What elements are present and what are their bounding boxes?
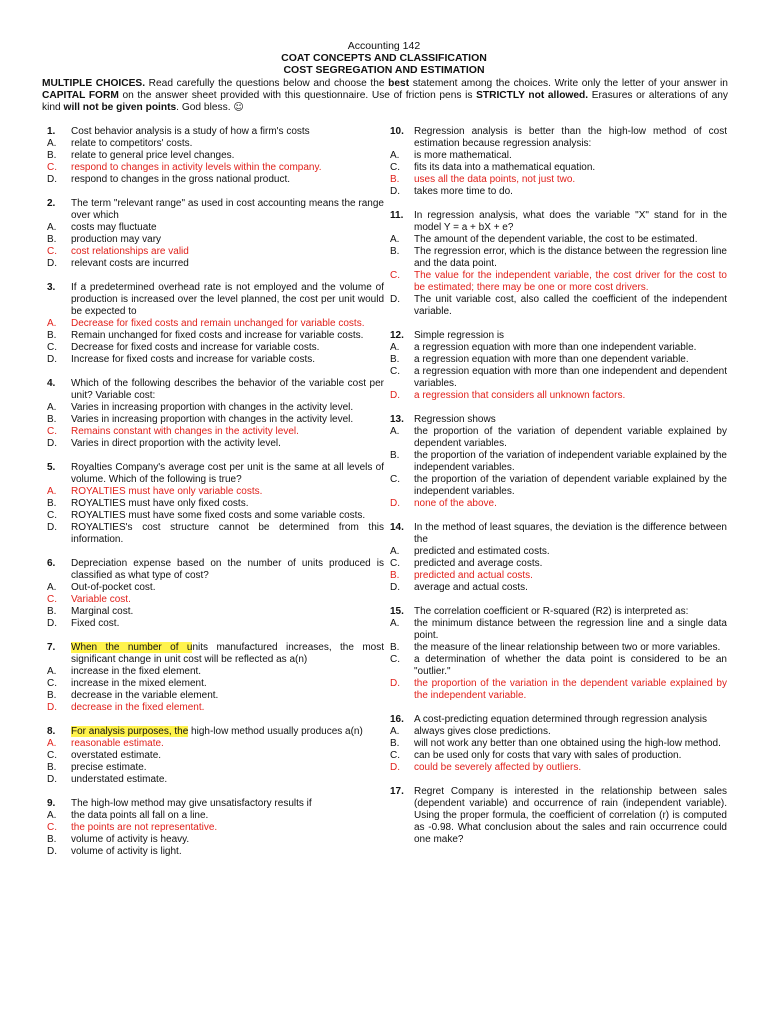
question-stem <box>390 714 727 726</box>
question-item <box>390 210 727 318</box>
question-item <box>47 126 384 186</box>
option-text: takes more time to do. <box>414 186 513 197</box>
option-letter: D. <box>47 354 57 365</box>
question-text: Simple regression is <box>414 330 505 341</box>
option-text: ROYALTIES's cost structure cannot be determined from this information. <box>71 522 384 545</box>
option-letter: B. <box>47 234 57 245</box>
question-item <box>47 198 384 270</box>
question-number: 13. <box>390 414 404 425</box>
option-letter: A. <box>390 342 400 353</box>
answer-option-marked <box>390 570 727 582</box>
left-column <box>47 126 384 870</box>
option-text: Remains constant with changes in the activity level. <box>71 426 299 437</box>
answer-option <box>47 846 384 858</box>
question-text: When the number of units manufactured increases, the most significant change in unit cost will be reflected as a(n) <box>71 642 384 665</box>
option-letter: C. <box>47 342 57 353</box>
option-text: a regression equation with more than one dependent variable. <box>414 354 689 365</box>
answer-option <box>47 618 384 630</box>
answer-option <box>390 294 727 318</box>
answer-option <box>47 222 384 234</box>
option-text: Varies in direct proportion with the activity level. <box>71 438 281 449</box>
option-letter: D. <box>47 774 57 785</box>
question-text: The correlation coefficient or R-squared (R2) is interpreted as: <box>414 606 689 617</box>
question-item <box>390 522 727 594</box>
answer-option-marked <box>47 738 384 750</box>
question-stem <box>47 558 384 582</box>
option-text: Marginal cost. <box>71 606 134 617</box>
question-stem <box>47 282 384 318</box>
option-text: the proportion of the variation of independent variable explained by the independent variables. <box>414 450 727 473</box>
question-item <box>390 786 727 846</box>
highlighted-text: When the number of u <box>71 642 193 653</box>
answer-option-marked <box>47 318 384 330</box>
answer-option <box>390 474 727 498</box>
option-letter: D. <box>390 582 400 593</box>
question-text: Cost behavior analysis is a study of how a firm's costs <box>71 126 310 137</box>
question-stem <box>47 798 384 810</box>
option-letter: C. <box>47 246 57 257</box>
option-text: a regression equation with more than one independent variable. <box>414 342 697 353</box>
option-text: fits its data into a mathematical equation. <box>414 162 596 173</box>
question-text: The high-low method may give unsatisfactory results if <box>71 798 312 809</box>
option-text: predicted and average costs. <box>414 558 543 569</box>
question-stem <box>390 606 727 618</box>
answer-option <box>47 354 384 366</box>
answer-option <box>47 510 384 522</box>
option-text: the minimum distance between the regression line and a single data point. <box>414 618 727 641</box>
answer-option <box>390 750 727 762</box>
option-text: will not work any better than one obtained using the high-low method. <box>414 738 721 749</box>
question-number: 7. <box>47 642 56 653</box>
option-text: respond to changes in activity levels within the company. <box>71 162 322 173</box>
answer-option <box>390 162 727 174</box>
question-item <box>390 330 727 402</box>
instructions: MULTIPLE CHOICES. Read carefully the questions below and choose the best statement among the choices. Write only the letter of your answer in CAPITAL FORM on the answer sheet provided with this questionnaire. Use of friction pens is STRICTLY not allowed. Erasures or alterations of any kind will not be given points. God bless. ☺ <box>42 78 728 113</box>
option-text: respond to changes in the gross national product. <box>71 174 291 185</box>
option-text: is more mathematical. <box>414 150 512 161</box>
question-item <box>47 798 384 858</box>
answer-option <box>390 186 727 198</box>
option-letter: C. <box>47 594 57 605</box>
answer-option <box>47 498 384 510</box>
answer-option <box>47 774 384 786</box>
answer-option <box>390 150 727 162</box>
option-text: Decrease for fixed costs and remain unchanged for variable costs. <box>71 318 365 329</box>
question-number: 17. <box>390 786 404 797</box>
question-text: In the method of least squares, the deviation is the difference between the <box>414 522 727 545</box>
course-title: Accounting 142 <box>347 40 421 52</box>
option-letter: C. <box>390 474 400 485</box>
question-text: Regression shows <box>414 414 496 425</box>
option-letter: C. <box>390 366 400 377</box>
option-text: volume of activity is light. <box>71 846 182 857</box>
answer-option <box>47 762 384 774</box>
option-letter: C. <box>390 558 400 569</box>
question-number: 12. <box>390 330 404 341</box>
question-text: Royalties Company's average cost per unit is the same at all levels of volume. Which of the following is true? <box>71 462 384 485</box>
option-letter: A. <box>390 150 400 161</box>
question-stem <box>47 462 384 486</box>
answer-option-marked <box>47 486 384 498</box>
question-number: 4. <box>47 378 56 389</box>
answer-option <box>390 582 727 594</box>
option-letter: A. <box>47 666 57 677</box>
option-letter: D. <box>47 522 57 533</box>
answer-option <box>390 246 727 270</box>
option-text: precise estimate. <box>71 762 147 773</box>
question-number: 2. <box>47 198 56 209</box>
option-letter: A. <box>47 810 57 821</box>
option-letter: C. <box>390 750 400 761</box>
answer-option <box>390 234 727 246</box>
option-letter: A. <box>390 546 400 557</box>
option-text: average and actual costs. <box>414 582 528 593</box>
question-item <box>390 414 727 510</box>
question-text: Regret Company is interested in the relationship between sales (dependent variable) and occurrence of rain (independent variable). Using the proper formula, the coefficient of correlation (r) is computed as -0.98. What conclusion about the sales and rain occurrence could one make? <box>414 786 727 845</box>
option-text: Decrease for fixed costs and increase for variable costs. <box>71 342 320 353</box>
answer-option <box>47 582 384 594</box>
option-letter: C. <box>47 822 57 833</box>
exam-title-line2: COST SEGREGATION AND ESTIMATION <box>283 64 485 76</box>
option-text: Fixed cost. <box>71 618 120 629</box>
question-stem <box>390 210 727 234</box>
answer-option <box>390 450 727 474</box>
answer-option <box>47 750 384 762</box>
option-letter: D. <box>390 762 400 773</box>
question-stem <box>390 126 727 150</box>
answer-option <box>47 174 384 186</box>
option-text: The unit variable cost, also called the coefficient of the independent variable. <box>414 294 727 317</box>
option-letter: A. <box>47 138 57 149</box>
option-text: the points are not representative. <box>71 822 218 833</box>
exam-title-line1: COAT CONCEPTS AND CLASSIFICATION <box>281 52 487 64</box>
answer-option <box>47 414 384 426</box>
option-letter: B. <box>47 498 57 509</box>
option-letter: B. <box>47 690 57 701</box>
option-letter: C. <box>390 162 400 173</box>
option-text: relate to competitors' costs. <box>71 138 193 149</box>
answer-option <box>47 258 384 270</box>
option-text: costs may fluctuate <box>71 222 157 233</box>
question-text: If a predetermined overhead rate is not employed and the volume of production is increased over the level planned, the cost per unit would be expected to <box>71 282 384 317</box>
option-text: predicted and actual costs. <box>414 570 533 581</box>
option-text: increase in the fixed element. <box>71 666 202 677</box>
answer-option-marked <box>390 498 727 510</box>
answer-option <box>47 138 384 150</box>
option-text: ROYALTIES must have only variable costs. <box>71 486 263 497</box>
option-letter: D. <box>390 498 400 509</box>
option-letter: B. <box>390 738 400 749</box>
question-number: 14. <box>390 522 404 533</box>
answer-option <box>390 642 727 654</box>
option-letter: D. <box>47 702 57 713</box>
question-item <box>47 282 384 366</box>
answer-option <box>47 150 384 162</box>
answer-option <box>47 234 384 246</box>
question-number: 16. <box>390 714 404 725</box>
answer-option <box>47 438 384 450</box>
question-text: The term "relevant range" as used in cost accounting means the range over which <box>71 198 384 221</box>
question-stem <box>47 126 384 138</box>
answer-option-marked <box>47 246 384 258</box>
option-letter: C. <box>47 426 57 437</box>
highlighted-text: For analysis purposes, the <box>71 726 189 737</box>
option-text: Varies in increasing proportion with changes in the activity level. <box>71 402 354 413</box>
answer-option-marked <box>390 174 727 186</box>
option-text: Variable cost. <box>71 594 131 605</box>
option-text: could be severely affected by outliers. <box>414 762 582 773</box>
answer-option <box>47 834 384 846</box>
option-text: Increase for fixed costs and increase for variable costs. <box>71 354 316 365</box>
answer-option <box>390 342 727 354</box>
option-letter: A. <box>47 582 57 593</box>
answer-option <box>47 606 384 618</box>
question-stem <box>47 378 384 402</box>
option-text: the proportion of the variation of dependent variable explained by the independent variables. <box>414 474 727 497</box>
answer-option <box>47 690 384 702</box>
answer-option <box>47 522 384 546</box>
option-letter: A. <box>390 234 400 245</box>
option-letter: B. <box>390 450 400 461</box>
option-letter: B. <box>390 174 400 185</box>
question-stem <box>47 198 384 222</box>
question-item <box>47 558 384 630</box>
answer-option <box>390 546 727 558</box>
answer-option <box>390 738 727 750</box>
question-item <box>47 642 384 714</box>
answer-option-marked <box>47 162 384 174</box>
option-text: The value for the independent variable, the cost driver for the cost to be estimated; there may be one or more cost drivers. <box>414 270 727 293</box>
question-stem <box>390 330 727 342</box>
question-number: 15. <box>390 606 404 617</box>
option-letter: A. <box>47 486 57 497</box>
option-text: ROYALTIES must have only fixed costs. <box>71 498 249 509</box>
answer-option <box>47 402 384 414</box>
answer-option-marked <box>390 678 727 702</box>
question-number: 10. <box>390 126 404 137</box>
option-text: Out-of-pocket cost. <box>71 582 156 593</box>
option-text: The amount of the dependent variable, the cost to be estimated. <box>414 234 698 245</box>
option-letter: B. <box>390 246 400 257</box>
instructions-heading: MULTIPLE CHOICES. <box>42 78 146 89</box>
option-letter: D. <box>390 294 400 305</box>
option-letter: A. <box>47 738 57 749</box>
option-letter: C. <box>47 162 57 173</box>
answer-option-marked <box>47 426 384 438</box>
option-letter: D. <box>47 174 57 185</box>
question-number: 1. <box>47 126 56 137</box>
answer-option <box>390 726 727 738</box>
answer-option <box>47 810 384 822</box>
question-text: Regression analysis is better than the high-low method of cost estimation because regression analysis: <box>414 126 727 149</box>
question-item <box>47 378 384 450</box>
option-letter: A. <box>47 222 57 233</box>
option-text: uses all the data points, not just two. <box>414 174 576 185</box>
question-number: 3. <box>47 282 56 293</box>
option-letter: A. <box>390 726 400 737</box>
option-text: ROYALTIES must have some fixed costs and some variable costs. <box>71 510 366 521</box>
answer-option <box>390 558 727 570</box>
answer-option-marked <box>390 390 727 402</box>
answer-option <box>47 678 384 690</box>
option-letter: D. <box>47 438 57 449</box>
option-text: The regression error, which is the distance between the regression line and the data point. <box>414 246 727 269</box>
answer-option <box>390 426 727 450</box>
option-letter: B. <box>390 570 400 581</box>
option-letter: A. <box>47 318 57 329</box>
question-number: 8. <box>47 726 56 737</box>
answer-option-marked <box>47 594 384 606</box>
question-text: In regression analysis, what does the variable "X" stand for in the model Y = a + bX + e? <box>414 210 727 233</box>
option-text: a determination of whether the data point is considered to be an "outlier." <box>414 654 727 677</box>
question-stem <box>390 414 727 426</box>
option-text: decrease in the variable element. <box>71 690 219 701</box>
question-item <box>390 606 727 702</box>
answer-option <box>390 618 727 642</box>
answer-option-marked <box>47 702 384 714</box>
option-text: increase in the mixed element. <box>71 678 207 689</box>
option-letter: C. <box>47 510 57 521</box>
option-letter: D. <box>390 390 400 401</box>
option-text: can be used only for costs that vary with sales of production. <box>414 750 682 761</box>
option-text: a regression equation with more than one independent and dependent variables. <box>414 366 727 389</box>
answer-option <box>47 342 384 354</box>
option-letter: B. <box>47 834 57 845</box>
option-text: relevant costs are incurred <box>71 258 189 269</box>
answer-option-marked <box>47 822 384 834</box>
answer-option <box>47 666 384 678</box>
option-text: predicted and estimated costs. <box>414 546 550 557</box>
answer-option <box>390 366 727 390</box>
option-text: the proportion of the variation of dependent variable explained by dependent variables. <box>414 426 727 449</box>
option-text: a regression that considers all unknown factors. <box>414 390 626 401</box>
option-text: understated estimate. <box>71 774 168 785</box>
option-letter: B. <box>47 606 57 617</box>
option-text: decrease in the fixed element. <box>71 702 205 713</box>
option-text: the data points all fall on a line. <box>71 810 209 821</box>
option-letter: B. <box>390 642 400 653</box>
question-number: 6. <box>47 558 56 569</box>
option-letter: B. <box>47 330 57 341</box>
option-text: none of the above. <box>414 498 497 509</box>
question-stem <box>47 642 384 666</box>
question-stem <box>390 786 727 846</box>
option-letter: B. <box>47 150 57 161</box>
answer-option <box>390 354 727 366</box>
option-text: production may vary <box>71 234 162 245</box>
option-text: volume of activity is heavy. <box>71 834 190 845</box>
question-item <box>47 726 384 786</box>
option-text: overstated estimate. <box>71 750 162 761</box>
option-letter: C. <box>390 654 400 665</box>
question-number: 11. <box>390 210 404 221</box>
question-number: 9. <box>47 798 56 809</box>
option-text: the proportion of the variation in the dependent variable explained by the independent variable. <box>414 678 727 701</box>
option-letter: D. <box>390 678 400 689</box>
question-text: Which of the following describes the behavior of the variable cost per unit? Variable cost: <box>71 378 384 401</box>
option-letter: D. <box>47 258 57 269</box>
question-item <box>390 126 727 198</box>
answer-option-marked <box>390 762 727 774</box>
option-letter: C. <box>390 270 400 281</box>
question-stem <box>390 522 727 546</box>
option-letter: B. <box>47 762 57 773</box>
option-text: Remain unchanged for fixed costs and increase for variable costs. <box>71 330 364 341</box>
option-letter: A. <box>390 618 400 629</box>
option-letter: A. <box>47 402 57 413</box>
option-letter: B. <box>47 414 57 425</box>
option-text: Varies in increasing proportion with changes in the activity level. <box>71 414 354 425</box>
question-stem <box>47 726 384 738</box>
option-text: cost relationships are valid <box>71 246 189 257</box>
option-letter: A. <box>390 426 400 437</box>
option-text: the measure of the linear relationship between two or more variables. <box>414 642 721 653</box>
answer-option <box>390 654 727 678</box>
option-letter: C. <box>47 750 57 761</box>
option-letter: D. <box>390 186 400 197</box>
answer-option-marked <box>390 270 727 294</box>
smiley-icon: ☺ <box>233 102 244 113</box>
question-text: For analysis purposes, the high-low method usually produces a(n) <box>71 726 363 737</box>
right-column <box>390 126 727 858</box>
question-text: Depreciation expense based on the number of units produced is classified as what type of cost? <box>71 558 384 581</box>
option-text: reasonable estimate. <box>71 738 164 749</box>
option-letter: C. <box>47 678 57 689</box>
question-text: A cost-predicting equation determined through regression analysis <box>414 714 707 725</box>
option-text: always gives close predictions. <box>414 726 551 737</box>
option-letter: B. <box>390 354 400 365</box>
question-item <box>390 714 727 774</box>
option-text: relate to general price level changes. <box>71 150 235 161</box>
answer-option <box>47 330 384 342</box>
option-letter: D. <box>47 846 57 857</box>
question-number: 5. <box>47 462 56 473</box>
option-letter: D. <box>47 618 57 629</box>
question-item <box>47 462 384 546</box>
